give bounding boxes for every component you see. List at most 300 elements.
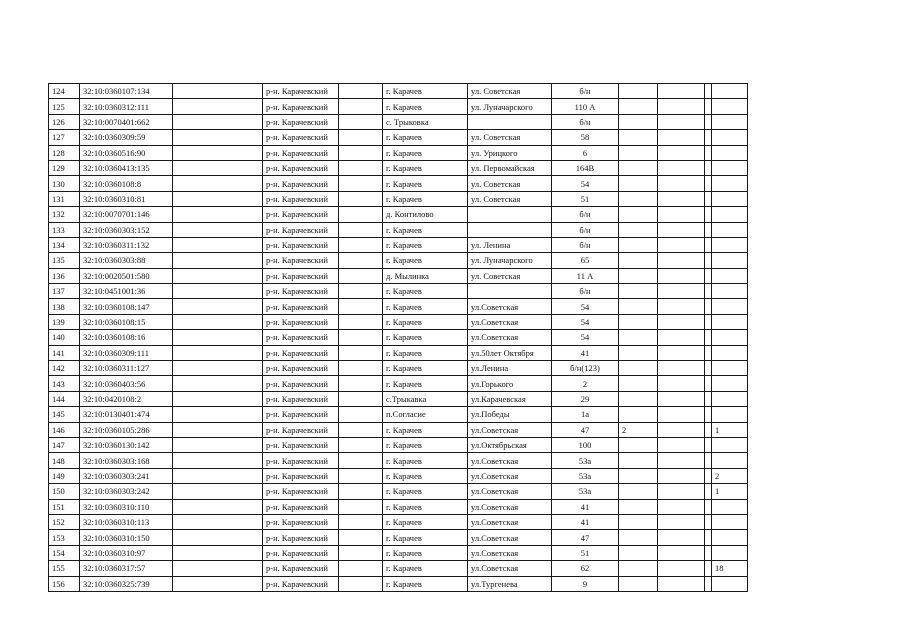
row-number-cell: 148 [49, 453, 80, 468]
blank-cell [705, 176, 712, 191]
extra-cell [619, 376, 658, 391]
extra-cell [619, 84, 658, 99]
street-cell: ул.Советская [468, 499, 552, 514]
house-number-cell: 58 [552, 130, 619, 145]
street-cell: ул.50лет Октября [468, 345, 552, 360]
settlement-cell: г. Карачев [383, 422, 468, 437]
row-number-cell: 141 [49, 345, 80, 360]
extra-cell [619, 514, 658, 529]
extra-cell [658, 361, 705, 376]
district-cell: р-н. Карачевский [263, 499, 339, 514]
district-cell: р-н. Карачевский [263, 130, 339, 145]
house-number-cell: б/н(123) [552, 361, 619, 376]
blank-cell [173, 422, 263, 437]
street-cell: ул. Советская [468, 191, 552, 206]
cadastral-number-cell: 32:10:0360310:150 [80, 530, 173, 545]
street-cell: ул. Советская [468, 176, 552, 191]
street-cell: ул.Октябрьская [468, 437, 552, 452]
row-number-cell: 154 [49, 545, 80, 560]
cadastral-number-cell: 32:10:0360108:15 [80, 314, 173, 329]
table-row [49, 484, 748, 499]
blank-cell [705, 561, 712, 576]
settlement-cell: г. Карачев [383, 376, 468, 391]
blank-cell [339, 253, 383, 268]
blank-cell [705, 84, 712, 99]
blank-cell [173, 191, 263, 206]
district-cell: р-н. Карачевский [263, 376, 339, 391]
table-row [49, 361, 748, 376]
extra-cell [619, 576, 658, 591]
extra-cell [658, 468, 705, 483]
house-number-cell: б/н [552, 84, 619, 99]
table-row [49, 130, 748, 145]
blank-cell [705, 299, 712, 314]
blank-cell [173, 499, 263, 514]
extra-cell [658, 376, 705, 391]
table-row [49, 407, 748, 422]
blank-cell [705, 407, 712, 422]
extra-cell [712, 222, 748, 237]
row-number-cell: 127 [49, 130, 80, 145]
house-number-cell: 53а [552, 468, 619, 483]
district-cell: р-н. Карачевский [263, 330, 339, 345]
extra-cell [619, 130, 658, 145]
extra-cell [658, 561, 705, 576]
street-cell: ул.Советская [468, 422, 552, 437]
extra-cell [712, 345, 748, 360]
extra-cell [619, 530, 658, 545]
street-cell: ул.Советская [468, 468, 552, 483]
table-row [49, 299, 748, 314]
district-cell: р-н. Карачевский [263, 253, 339, 268]
row-number-cell: 150 [49, 484, 80, 499]
house-number-cell: 2 [552, 376, 619, 391]
blank-cell [173, 484, 263, 499]
street-cell [468, 222, 552, 237]
district-cell: р-н. Карачевский [263, 160, 339, 175]
blank-cell [339, 191, 383, 206]
house-number-cell: 41 [552, 499, 619, 514]
extra-cell [712, 207, 748, 222]
extra-cell [619, 545, 658, 560]
settlement-cell: г. Карачев [383, 561, 468, 576]
table-row [49, 145, 748, 160]
row-number-cell: 156 [49, 576, 80, 591]
settlement-cell: г. Карачев [383, 530, 468, 545]
street-cell: ул.Советская [468, 530, 552, 545]
cadastral-number-cell: 32:10:0360309:59 [80, 130, 173, 145]
blank-cell [173, 407, 263, 422]
row-number-cell: 146 [49, 422, 80, 437]
cadastral-number-cell: 32:10:0360303:152 [80, 222, 173, 237]
blank-cell [705, 284, 712, 299]
extra-cell: 2 [619, 422, 658, 437]
street-cell: ул.Горького [468, 376, 552, 391]
district-cell: р-н. Карачевский [263, 391, 339, 406]
extra-cell [658, 453, 705, 468]
cadastral-number-cell: 32:10:0360303:88 [80, 253, 173, 268]
cadastral-number-cell: 32:10:0360107:134 [80, 84, 173, 99]
cadastral-number-cell: 32:10:0360311:132 [80, 237, 173, 252]
extra-cell [619, 284, 658, 299]
settlement-cell: г. Карачев [383, 160, 468, 175]
extra-cell [658, 484, 705, 499]
row-number-cell: 151 [49, 499, 80, 514]
street-cell: ул.Тургенева [468, 576, 552, 591]
district-cell: р-н. Карачевский [263, 176, 339, 191]
blank-cell [173, 361, 263, 376]
blank-cell [173, 530, 263, 545]
settlement-cell: г. Карачев [383, 345, 468, 360]
extra-cell [658, 253, 705, 268]
table-row [49, 561, 748, 576]
cadastral-number-cell: 32:10:0070701:146 [80, 207, 173, 222]
extra-cell [619, 314, 658, 329]
blank-cell [339, 84, 383, 99]
blank-cell [173, 391, 263, 406]
blank-cell [705, 545, 712, 560]
blank-cell [173, 314, 263, 329]
cadastral-number-cell: 32:10:0020501:580 [80, 268, 173, 283]
settlement-cell: г. Карачев [383, 299, 468, 314]
cadastral-number-cell: 32:10:0360317:57 [80, 561, 173, 576]
district-cell: р-н. Карачевский [263, 468, 339, 483]
table-row [49, 191, 748, 206]
street-cell: ул.Советская [468, 484, 552, 499]
cadastral-number-cell: 32:10:0360310:113 [80, 514, 173, 529]
settlement-cell: г. Карачев [383, 437, 468, 452]
table-row [49, 453, 748, 468]
extra-cell [658, 345, 705, 360]
row-number-cell: 138 [49, 299, 80, 314]
district-cell: р-н. Карачевский [263, 99, 339, 114]
house-number-cell: 51 [552, 191, 619, 206]
settlement-cell: г. Карачев [383, 191, 468, 206]
blank-cell [705, 530, 712, 545]
extra-cell [658, 330, 705, 345]
house-number-cell: б/н [552, 222, 619, 237]
street-cell: ул. Урицкого [468, 145, 552, 160]
cadastral-number-cell: 32:10:0360310:81 [80, 191, 173, 206]
blank-cell [339, 530, 383, 545]
street-cell [468, 284, 552, 299]
blank-cell [705, 361, 712, 376]
table-row [49, 160, 748, 175]
extra-cell [619, 237, 658, 252]
extra-cell [658, 84, 705, 99]
extra-cell [712, 299, 748, 314]
house-number-cell: 54 [552, 299, 619, 314]
settlement-cell: п.Согласие [383, 407, 468, 422]
row-number-cell: 129 [49, 160, 80, 175]
blank-cell [339, 422, 383, 437]
blank-cell [173, 376, 263, 391]
cadastral-number-cell: 32:10:0360105:286 [80, 422, 173, 437]
extra-cell [712, 453, 748, 468]
settlement-cell: г. Карачев [383, 145, 468, 160]
extra-cell [619, 407, 658, 422]
row-number-cell: 137 [49, 284, 80, 299]
table-row [49, 114, 748, 129]
house-number-cell: 51 [552, 545, 619, 560]
blank-cell [339, 284, 383, 299]
district-cell: р-н. Карачевский [263, 484, 339, 499]
cadastral-number-cell: 32:10:0360312:111 [80, 99, 173, 114]
house-number-cell: 11 А [552, 268, 619, 283]
settlement-cell: г. Карачев [383, 514, 468, 529]
settlement-cell: д. Контилово [383, 207, 468, 222]
cadastral-number-cell: 32:10:0360303:241 [80, 468, 173, 483]
cadastral-number-cell: 32:10:0360108:8 [80, 176, 173, 191]
blank-cell [339, 576, 383, 591]
extra-cell [712, 437, 748, 452]
settlement-cell: г. Карачев [383, 468, 468, 483]
house-number-cell: б/н [552, 284, 619, 299]
cadastral-number-cell: 32:10:0360309:111 [80, 345, 173, 360]
street-cell: ул. Луначарского [468, 99, 552, 114]
settlement-cell: с. Трыковка [383, 114, 468, 129]
cadastral-number-cell: 32:10:0070401:662 [80, 114, 173, 129]
blank-cell [705, 453, 712, 468]
blank-cell [339, 176, 383, 191]
house-number-cell: 41 [552, 514, 619, 529]
settlement-cell: г. Карачев [383, 253, 468, 268]
extra-cell [712, 576, 748, 591]
row-number-cell: 128 [49, 145, 80, 160]
row-number-cell: 152 [49, 514, 80, 529]
extra-cell [658, 437, 705, 452]
street-cell: ул.Советская [468, 561, 552, 576]
district-cell: р-н. Карачевский [263, 576, 339, 591]
extra-cell [619, 330, 658, 345]
extra-cell [619, 160, 658, 175]
table-row [49, 391, 748, 406]
house-number-cell: 54 [552, 314, 619, 329]
blank-cell [173, 437, 263, 452]
blank-cell [173, 576, 263, 591]
blank-cell [705, 484, 712, 499]
extra-cell [619, 253, 658, 268]
table-body [49, 84, 748, 592]
extra-cell [658, 160, 705, 175]
street-cell: ул.Советская [468, 299, 552, 314]
blank-cell [705, 376, 712, 391]
district-cell: р-н. Карачевский [263, 407, 339, 422]
street-cell [468, 207, 552, 222]
cadastral-number-cell: 32:10:0360130:142 [80, 437, 173, 452]
blank-cell [173, 345, 263, 360]
house-number-cell: 47 [552, 530, 619, 545]
extra-cell [619, 345, 658, 360]
extra-cell: 1 [712, 422, 748, 437]
cadastral-number-cell: 32:10:0360108:16 [80, 330, 173, 345]
house-number-cell: 41 [552, 345, 619, 360]
blank-cell [705, 207, 712, 222]
blank-cell [173, 160, 263, 175]
district-cell: р-н. Карачевский [263, 437, 339, 452]
extra-cell [619, 499, 658, 514]
settlement-cell: г. Карачев [383, 499, 468, 514]
row-number-cell: 144 [49, 391, 80, 406]
extra-cell [658, 391, 705, 406]
blank-cell [705, 268, 712, 283]
extra-cell [619, 207, 658, 222]
row-number-cell: 136 [49, 268, 80, 283]
district-cell: р-н. Карачевский [263, 191, 339, 206]
blank-cell [173, 176, 263, 191]
extra-cell [658, 576, 705, 591]
blank-cell [705, 422, 712, 437]
blank-cell [705, 237, 712, 252]
row-number-cell: 134 [49, 237, 80, 252]
settlement-cell: г. Карачев [383, 453, 468, 468]
blank-cell [339, 299, 383, 314]
settlement-cell: г. Карачев [383, 130, 468, 145]
district-cell: р-н. Карачевский [263, 422, 339, 437]
blank-cell [339, 484, 383, 499]
blank-cell [339, 314, 383, 329]
settlement-cell: г. Карачев [383, 222, 468, 237]
table-row [49, 284, 748, 299]
blank-cell [705, 114, 712, 129]
blank-cell [339, 222, 383, 237]
blank-cell [173, 514, 263, 529]
blank-cell [339, 160, 383, 175]
cadastral-number-cell: 32:10:0360325:739 [80, 576, 173, 591]
house-number-cell: 164В [552, 160, 619, 175]
extra-cell [712, 114, 748, 129]
blank-cell [705, 468, 712, 483]
district-cell: р-н. Карачевский [263, 145, 339, 160]
blank-cell [339, 468, 383, 483]
extra-cell [619, 191, 658, 206]
cadastral-number-cell: 32:10:0360311:127 [80, 361, 173, 376]
extra-cell [712, 253, 748, 268]
extra-cell [619, 561, 658, 576]
extra-cell [619, 391, 658, 406]
blank-cell [173, 561, 263, 576]
district-cell: р-н. Карачевский [263, 314, 339, 329]
settlement-cell: г. Карачев [383, 176, 468, 191]
blank-cell [705, 191, 712, 206]
extra-cell: 1 [712, 484, 748, 499]
blank-cell [339, 145, 383, 160]
street-cell: ул.Советская [468, 330, 552, 345]
table-row [49, 207, 748, 222]
extra-cell [619, 145, 658, 160]
table-row [49, 237, 748, 252]
house-number-cell: 9 [552, 576, 619, 591]
house-number-cell: б/н [552, 114, 619, 129]
settlement-cell: с.Трыкавка [383, 391, 468, 406]
row-number-cell: 153 [49, 530, 80, 545]
house-number-cell: 54 [552, 176, 619, 191]
blank-cell [339, 453, 383, 468]
extra-cell [712, 514, 748, 529]
street-cell: ул. Советская [468, 130, 552, 145]
settlement-cell: г. Карачев [383, 237, 468, 252]
extra-cell [658, 237, 705, 252]
settlement-cell: г. Карачев [383, 314, 468, 329]
blank-cell [173, 237, 263, 252]
district-cell: р-н. Карачевский [263, 345, 339, 360]
extra-cell [712, 407, 748, 422]
extra-cell: 18 [712, 561, 748, 576]
blank-cell [339, 407, 383, 422]
blank-cell [173, 222, 263, 237]
table-row [49, 499, 748, 514]
district-cell: р-н. Карачевский [263, 361, 339, 376]
blank-cell [705, 222, 712, 237]
blank-cell [173, 84, 263, 99]
table-row [49, 576, 748, 591]
street-cell: ул.Карачевская [468, 391, 552, 406]
table-row [49, 253, 748, 268]
table-row [49, 268, 748, 283]
street-cell [468, 114, 552, 129]
settlement-cell: г. Карачев [383, 84, 468, 99]
cadastral-number-cell: 32:10:0360403:56 [80, 376, 173, 391]
extra-cell [712, 314, 748, 329]
street-cell: ул.Ленина [468, 361, 552, 376]
district-cell: р-н. Карачевский [263, 237, 339, 252]
extra-cell [658, 299, 705, 314]
cadastral-number-cell: 32:10:0360310:110 [80, 499, 173, 514]
extra-cell [658, 145, 705, 160]
district-cell: р-н. Карачевский [263, 268, 339, 283]
blank-cell [173, 207, 263, 222]
extra-cell: 2 [712, 468, 748, 483]
row-number-cell: 143 [49, 376, 80, 391]
settlement-cell: г. Карачев [383, 284, 468, 299]
extra-cell [619, 114, 658, 129]
blank-cell [173, 299, 263, 314]
blank-cell [705, 499, 712, 514]
row-number-cell: 155 [49, 561, 80, 576]
extra-cell [619, 99, 658, 114]
table-row [49, 376, 748, 391]
table-row [49, 314, 748, 329]
row-number-cell: 149 [49, 468, 80, 483]
street-cell: ул. Советская [468, 268, 552, 283]
street-cell: ул.Советская [468, 314, 552, 329]
cadastral-number-cell: 32:10:0420108:2 [80, 391, 173, 406]
table-row [49, 468, 748, 483]
blank-cell [339, 114, 383, 129]
blank-cell [705, 160, 712, 175]
row-number-cell: 142 [49, 361, 80, 376]
extra-cell [712, 284, 748, 299]
cadastral-number-cell: 32:10:0360413:135 [80, 160, 173, 175]
extra-cell [658, 499, 705, 514]
blank-cell [705, 514, 712, 529]
blank-cell [339, 237, 383, 252]
district-cell: р-н. Карачевский [263, 561, 339, 576]
blank-cell [705, 99, 712, 114]
blank-cell [173, 99, 263, 114]
district-cell: р-н. Карачевский [263, 453, 339, 468]
extra-cell [712, 99, 748, 114]
extra-cell [619, 222, 658, 237]
extra-cell [619, 299, 658, 314]
extra-cell [712, 499, 748, 514]
extra-cell [658, 114, 705, 129]
extra-cell [712, 130, 748, 145]
blank-cell [173, 114, 263, 129]
extra-cell [619, 176, 658, 191]
extra-cell [658, 530, 705, 545]
house-number-cell: 6 [552, 145, 619, 160]
